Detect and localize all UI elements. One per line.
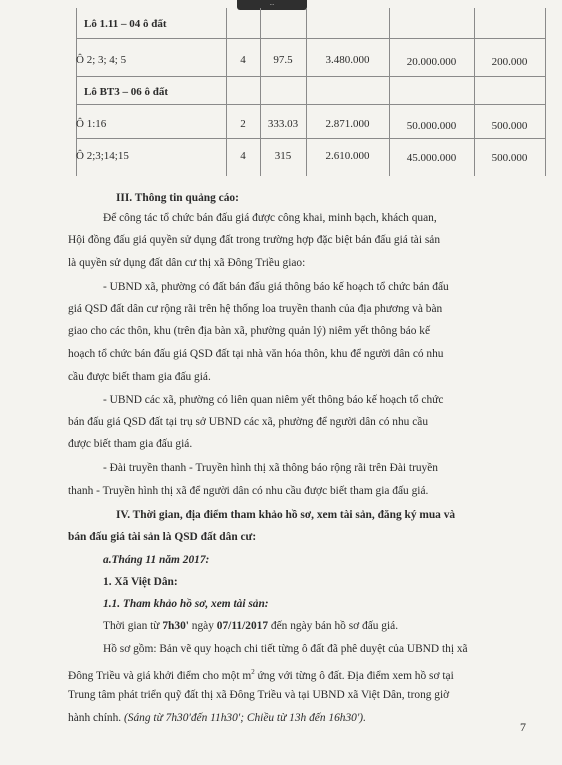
time-start: 7h30' [162,620,189,632]
count-cell: 4 [240,54,246,66]
section-heading: III. Thông tin quảng cáo: [116,192,239,204]
price-cell: 2.610.000 [325,150,370,162]
paragraph-line: là quyền sử dụng đất dân cư thị xã Đông Triều giao: [68,257,306,269]
section-heading: IV. Thời gian, địa điểm tham khảo hồ sơ, xem tài sản, đăng ký mua và [116,509,456,521]
paragraph-line: được biết tham gia đấu giá. [68,438,193,450]
paragraph-line: - UBND các xã, phường có liên quan niêm yết thông báo kế hoạch tổ chức [103,394,444,406]
paragraph-line: giá QSD đất dân cư rộng rãi trên hệ thống loa truyền thanh của địa phương và bàn [68,303,443,315]
deposit-cell: 45.000.000 [406,152,457,164]
price-cell: 3.480.000 [325,54,370,66]
area-cell: 315 [274,150,292,162]
paragraph-line: thanh - Truyền hình thị xã để người dân có nhu cầu được biết tham gia đấu giá. [68,485,429,497]
italic-span: (Sáng từ 7h30'đến 11h30'; Chiều từ 13h đến 16h30'). [124,712,366,724]
count-cell: 2 [240,118,246,130]
plot-cell: Ô 1:16 [76,118,107,130]
area-cell: 333.03 [267,118,299,130]
land-plot-table [76,8,546,176]
lot-label: Lô 1.11 – 04 ô đất [84,18,167,30]
viewer-tab[interactable]: ... [237,0,307,10]
text-span: hành chính. [68,712,124,724]
area-cell: 97.5 [273,54,293,66]
count-cell: 4 [240,150,246,162]
paragraph-line: cầu được biết tham gia đấu giá. [68,371,211,383]
time-date: 07/11/2017 [216,620,269,632]
paragraph-line: bán đấu giá QSD đất tại trụ sở UBND các xã, phường để người dân có nhu cầu [68,416,429,428]
paragraph-line: giao cho các thôn, khu (trên địa bàn xã, phường quản lý) niêm yết thông báo kế [68,325,431,337]
time-mid: ngày [188,620,217,632]
text-span: ứng với từng ô đất. Địa điểm xem hồ sơ tại [254,669,454,682]
time-prefix: Thời gian từ [103,620,163,632]
paragraph-line [68,665,454,683]
paragraph-line: - UBND xã, phường có đất bán đấu giá thông báo kế hoạch tổ chức bán đấu [103,281,449,293]
paragraph-line [68,711,366,725]
price-cell: 2.871.000 [325,118,370,130]
time-suffix: đến ngày bán hồ sơ đấu giá. [268,620,399,632]
paragraph-line: hoạch tổ chức bán đấu giá QSD đất tại nhà văn hóa thôn, khu để người dân có nhu [68,348,444,360]
paragraph-line: Để công tác tổ chức bán đấu giá được công khai, minh bạch, khách quan, [103,212,437,224]
subsection-heading: 1.1. Tham khảo hồ sơ, xem tài sản: [103,598,269,610]
plot-cell: Ô 2;3;14;15 [76,150,129,162]
plot-cell: Ô 2; 3; 4; 5 [76,54,127,66]
text-span: Đông Triều và giá khởi điểm cho một m [68,669,252,682]
superscript: 2 [251,668,255,676]
page-number: 7 [520,720,526,734]
fee-cell: 500.000 [491,120,528,132]
paragraph-line: - Đài truyền thanh - Truyền hình thị xã thông báo rộng rãi trên Đài truyền [103,462,439,474]
time-line [103,619,398,633]
deposit-cell: 20.000.000 [406,56,457,68]
fee-cell: 500.000 [491,152,528,164]
section-heading: bán đấu giá tài sản là QSD đất dân cư: [68,531,257,543]
commune-heading: 1. Xã Việt Dân: [103,576,178,588]
fee-cell: 200.000 [491,56,528,68]
paragraph-line: Hội đồng đấu giá quyền sử dụng đất trong trường hợp đặc biệt bán đấu giá tài sản [68,234,441,246]
lot-label: Lô BT3 – 06 ô đất [84,86,169,98]
paragraph-line: Hồ sơ gồm: Bản vẽ quy hoạch chi tiết từng ô đất đã phê duyệt của UBND thị xã [103,643,468,655]
deposit-cell: 50.000.000 [406,120,457,132]
paragraph-line: Trung tâm phát triển quỹ đất thị xã Đông Triều và tại UBND xã Việt Dân, trong giờ [68,689,450,701]
month-heading: a.Tháng 11 năm 2017: [103,554,210,566]
